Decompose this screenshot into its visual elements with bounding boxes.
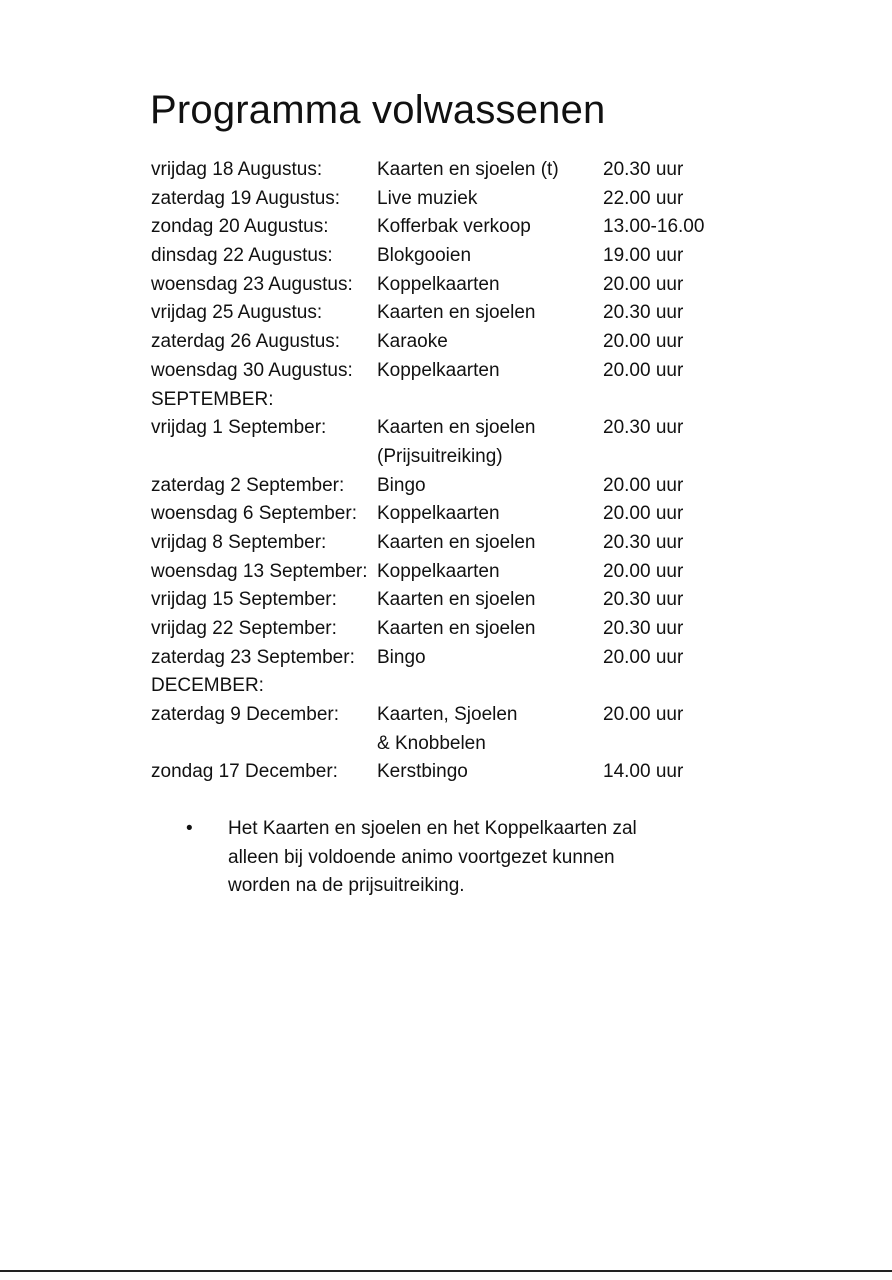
schedule-activity-line: Karaoke xyxy=(377,331,448,353)
schedule-activity xyxy=(377,472,426,501)
schedule-activity-line: Koppelkaarten xyxy=(377,560,500,582)
schedule-activity xyxy=(377,357,500,386)
month-heading-label: DECEMBER: xyxy=(151,675,264,697)
schedule-activity xyxy=(377,185,477,214)
schedule-activity-line: Kaarten, Sjoelen xyxy=(377,704,518,726)
schedule-row xyxy=(151,758,791,787)
schedule-activity xyxy=(377,701,518,758)
schedule-day: zaterdag 19 Augustus: xyxy=(151,187,341,209)
schedule-time: 14.00 uur xyxy=(603,761,684,783)
schedule-list xyxy=(151,156,791,787)
schedule-activity-line: Live muziek xyxy=(377,187,478,209)
schedule-row xyxy=(151,586,791,615)
month-heading-label: SEPTEMBER: xyxy=(151,388,274,410)
schedule-row xyxy=(151,328,791,357)
schedule-day: zaterdag 9 December: xyxy=(151,704,339,726)
schedule-activity-line: Kaarten en sjoelen xyxy=(377,531,536,553)
schedule-row xyxy=(151,271,791,300)
schedule-time: 20.00 uur xyxy=(603,474,684,496)
schedule-day: zaterdag 2 September: xyxy=(151,474,345,496)
schedule-time: 20.00 uur xyxy=(603,646,684,668)
schedule-activity-line: Kaarten en sjoelen xyxy=(377,302,536,324)
schedule-row xyxy=(151,299,791,328)
schedule-activity xyxy=(377,156,559,185)
schedule-day: zondag 20 Augustus: xyxy=(151,216,329,238)
schedule-activity-line: Kofferbak verkoop xyxy=(377,216,531,238)
note-line: Het Kaarten en sjoelen en het Koppelkaarten zal xyxy=(228,818,637,839)
schedule-time: 22.00 uur xyxy=(603,187,684,209)
schedule-time: 20.00 uur xyxy=(603,704,684,726)
month-heading xyxy=(151,672,791,701)
schedule-row xyxy=(151,185,791,214)
schedule-activity-line: Koppelkaarten xyxy=(377,273,500,295)
schedule-activity xyxy=(377,271,500,300)
schedule-row xyxy=(151,558,791,587)
schedule-day: zaterdag 26 Augustus: xyxy=(151,331,341,353)
schedule-activity xyxy=(377,213,531,242)
schedule-day: woensdag 23 Augustus: xyxy=(151,273,353,295)
schedule-day: vrijdag 25 Augustus: xyxy=(151,302,323,324)
schedule-time: 20.00 uur xyxy=(603,331,684,353)
notes-list xyxy=(186,815,706,901)
schedule-activity xyxy=(377,299,535,328)
schedule-activity-line: Bingo xyxy=(377,646,426,668)
schedule-activity xyxy=(377,529,535,558)
schedule-activity-line: Blokgooien xyxy=(377,245,472,267)
schedule-time: 20.30 uur xyxy=(603,417,684,439)
schedule-row xyxy=(151,414,791,471)
note-item xyxy=(186,815,706,901)
schedule-activity xyxy=(377,644,426,673)
schedule-time: 13.00-16.00 xyxy=(603,216,705,238)
schedule-activity-line: Kaarten en sjoelen xyxy=(377,417,536,439)
month-heading xyxy=(151,386,791,415)
schedule-activity-line: Bingo xyxy=(377,474,426,496)
schedule-time: 20.00 uur xyxy=(603,503,684,525)
schedule-activity xyxy=(377,328,448,357)
schedule-day: woensdag 13 September: xyxy=(151,560,368,582)
schedule-activity-line: Koppelkaarten xyxy=(377,503,500,525)
schedule-day: zaterdag 23 September: xyxy=(151,646,355,668)
schedule-activity-line: Kaarten en sjoelen (t) xyxy=(377,159,559,180)
schedule-row xyxy=(151,213,791,242)
page-title: Programma volwassenen xyxy=(150,88,606,132)
schedule-row xyxy=(151,472,791,501)
schedule-activity xyxy=(377,414,535,471)
schedule-time: 20.30 uur xyxy=(603,589,684,611)
note-line: alleen bij voldoende animo voortgezet kunnen xyxy=(228,846,615,868)
schedule-time: 20.00 uur xyxy=(603,273,684,295)
schedule-row xyxy=(151,242,791,271)
note-line: worden na de prijsuitreiking. xyxy=(228,875,465,897)
schedule-time: 20.30 uur xyxy=(603,618,684,640)
schedule-activity-line: Kaarten en sjoelen xyxy=(377,589,536,611)
schedule-day: woensdag 30 Augustus: xyxy=(151,359,353,381)
schedule-activity-line: & Knobbelen xyxy=(377,732,486,754)
schedule-day: woensdag 6 September: xyxy=(151,503,357,525)
schedule-day: vrijdag 8 September: xyxy=(151,531,327,553)
schedule-day: vrijdag 22 September: xyxy=(151,618,337,640)
schedule-activity-line: Kaarten en sjoelen xyxy=(377,618,536,640)
bottom-divider xyxy=(0,1270,892,1272)
bullet-icon: • xyxy=(186,818,193,839)
schedule-activity xyxy=(377,586,535,615)
schedule-activity xyxy=(377,500,500,529)
schedule-day: zondag 17 December: xyxy=(151,761,338,783)
schedule-activity xyxy=(377,615,535,644)
schedule-row xyxy=(151,615,791,644)
schedule-row xyxy=(151,156,791,185)
schedule-day: dinsdag 22 Augustus: xyxy=(151,245,333,267)
schedule-time: 20.30 uur xyxy=(603,159,684,180)
schedule-row xyxy=(151,529,791,558)
schedule-time: 20.30 uur xyxy=(603,302,684,324)
schedule-activity-line: (Prijsuitreiking) xyxy=(377,445,503,467)
schedule-activity xyxy=(377,558,500,587)
schedule-row xyxy=(151,500,791,529)
schedule-day: vrijdag 15 September: xyxy=(151,589,337,611)
schedule-time: 20.00 uur xyxy=(603,359,684,381)
schedule-activity xyxy=(377,758,468,787)
schedule-row xyxy=(151,357,791,386)
schedule-activity-line: Koppelkaarten xyxy=(377,359,500,381)
schedule-time: 20.30 uur xyxy=(603,531,684,553)
schedule-row xyxy=(151,644,791,673)
schedule-row xyxy=(151,701,791,758)
schedule-day: vrijdag 18 Augustus: xyxy=(151,159,323,180)
schedule-activity-line: Kerstbingo xyxy=(377,761,468,783)
schedule-time: 20.00 uur xyxy=(603,560,684,582)
schedule-time: 19.00 uur xyxy=(603,245,684,267)
schedule-day: vrijdag 1 September: xyxy=(151,417,327,439)
schedule-activity xyxy=(377,242,471,271)
